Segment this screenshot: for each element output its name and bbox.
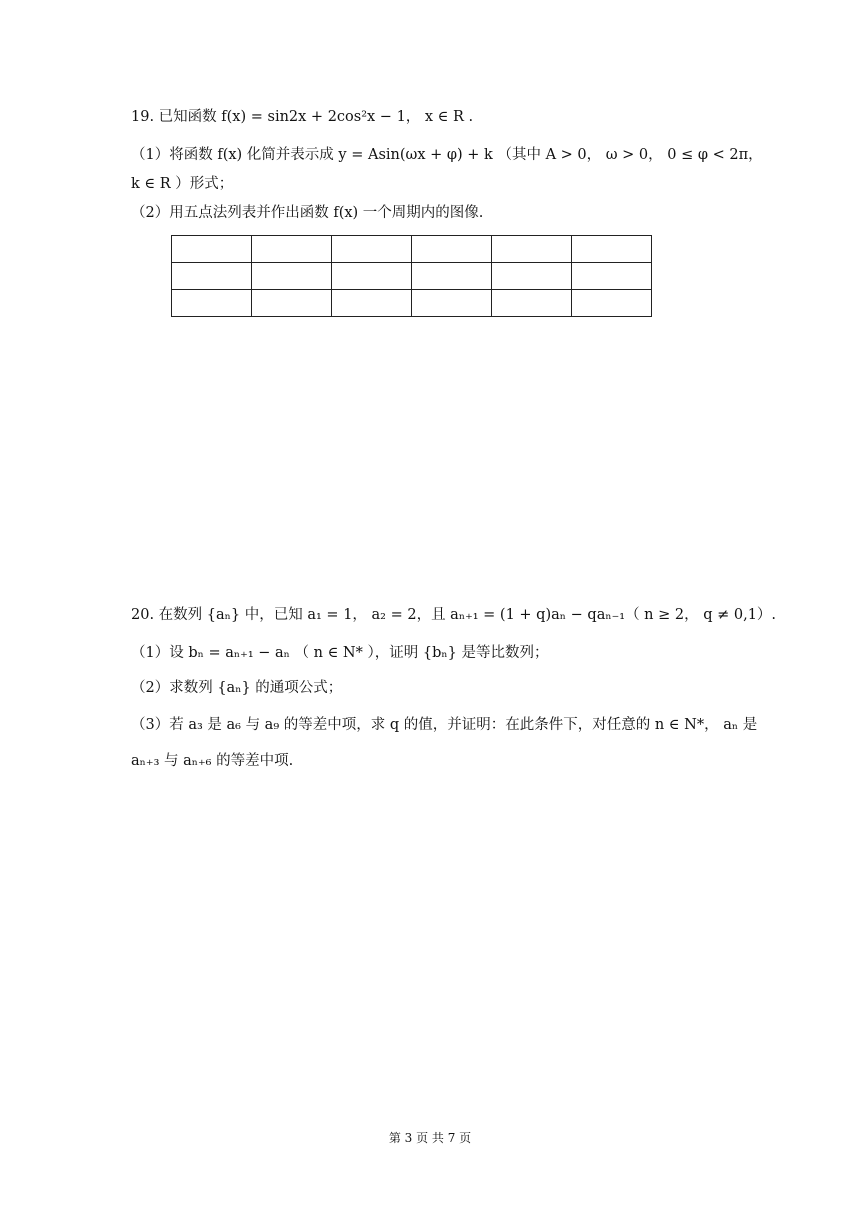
table-row <box>172 263 652 290</box>
q20-part2: （2）求数列 {aₙ} 的通项公式； <box>131 680 343 696</box>
q19-part2: （2）用五点法列表并作出函数 f(x) 一个周期内的图像. <box>131 205 484 221</box>
table-row <box>172 236 652 263</box>
q20-part3-line1: （3）若 a₃ 是 a₆ 与 a₉ 的等差中项，求 q 的值，并证明：在此条件下，对任意的 n ∈ N*， aₙ 是 <box>131 717 758 733</box>
q20-part1: （1）设 bₙ = aₙ₊₁ − aₙ （ n ∈ N* ），证明 {bₙ} 是等比数列； <box>131 645 549 661</box>
q20-stem: 20. 在数列 {aₙ} 中，已知 a₁ = 1， a₂ = 2，且 aₙ₊₁ = (1 + q)aₙ − qaₙ₋₁（ n ≥ 2， q ≠ 0,1）. <box>131 607 777 623</box>
q19-stem: 19. 已知函数 f(x) = sin2x + 2cos²x − 1， x ∈ R . <box>131 109 474 125</box>
q19-part1-line1: （1）将函数 f(x) 化简并表示成 y = Asin(ωx + φ) + k （其中 A > 0， ω > 0， 0 ≤ φ < 2π， <box>131 147 763 163</box>
q19-part1-line2: k ∈ R ）形式； <box>131 176 234 192</box>
table-row <box>172 290 652 317</box>
five-point-table <box>171 235 652 317</box>
page-footer: 第 3 页 共 7 页 <box>388 1131 472 1145</box>
q20-part3-line2: aₙ₊₃ 与 aₙ₊₆ 的等差中项. <box>131 753 294 769</box>
